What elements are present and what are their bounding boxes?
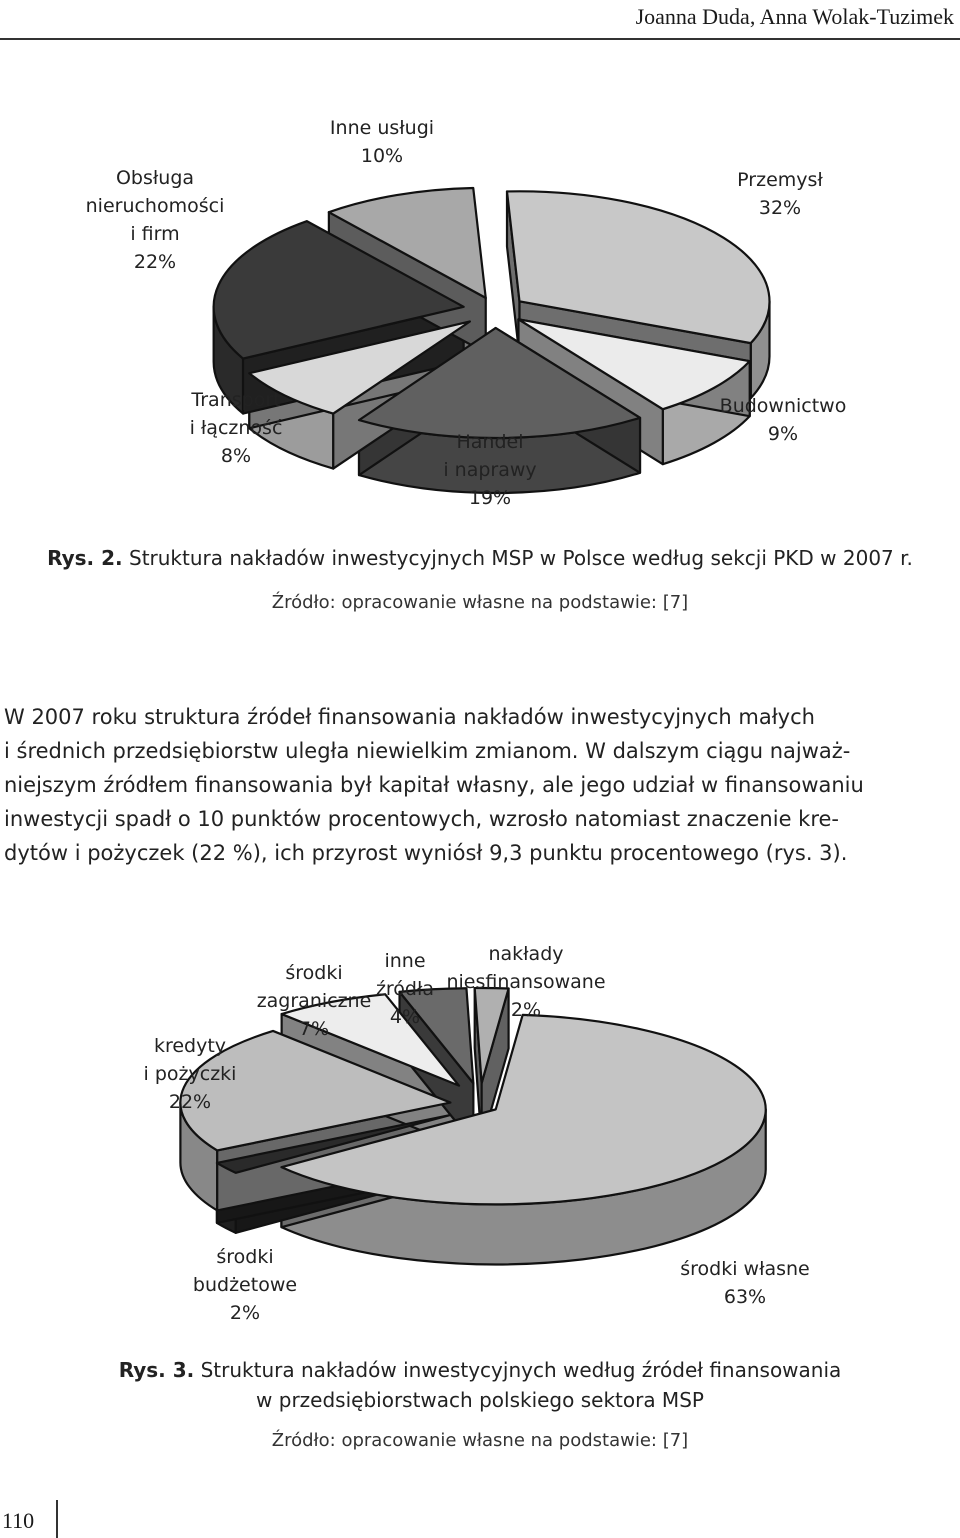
label-srodki-wlasne: środki własne 63% <box>680 1258 810 1308</box>
figure3-caption-line2: w przedsiębiorstwach polskiego sektora MSP <box>256 1388 704 1412</box>
label-kredyty-pozyczki: kredyty i pożyczki 22% <box>143 1035 237 1113</box>
paragraph-line: W 2007 roku struktura źródeł finansowania nakładów inwestycyjnych małych <box>4 705 815 729</box>
pie-chart-pkd-sections <box>0 100 960 520</box>
label-transport: Transport i łączność 8% <box>189 389 283 467</box>
figure3-source: Źródło: opracowanie własne na podstawie: [7] <box>271 1430 689 1451</box>
footer-rule <box>56 1500 58 1538</box>
paragraph-line: inwestycji spadł o 10 punktów procentowych, wzrosło natomiast znaczenie kre- <box>4 807 840 831</box>
figure2-caption-label: Rys. 2. <box>47 546 123 570</box>
paragraph-line: dytów i pożyczek (22 %), ich przyrost wyniósł 9,3 punktu procentowego (rys. 3). <box>4 841 848 865</box>
paragraph-line: niejszym źródłem finansowania był kapitał własny, ale jego udział w finansowaniu <box>4 773 864 797</box>
body-paragraph <box>4 700 952 870</box>
label-przemysl: Przemysł 32% <box>737 169 823 219</box>
running-head-authors: Joanna Duda, Anna Wolak-Tuzimek <box>635 4 954 29</box>
figure3-caption-label: Rys. 3. <box>118 1358 195 1382</box>
figure2-source: Źródło: opracowanie własne na podstawie: [7] <box>271 592 689 613</box>
pie-chart-financing-sources <box>0 930 960 1350</box>
label-obsluga: Obsługa nieruchomości i firm 22% <box>85 167 225 273</box>
figure3-caption-line1: Struktura nakładów inwestycyjnych według źródeł finansowania <box>200 1358 842 1382</box>
figure2-caption <box>0 546 960 570</box>
label-inne-uslugi: Inne usługi 10% <box>329 117 435 167</box>
label-handel: Handel i naprawy 19% <box>443 431 537 509</box>
label-inne-zrodla: inne źródła 4% <box>375 950 435 1028</box>
label-srodki-budzetowe: środki budżetowe 2% <box>192 1246 298 1324</box>
figure3-caption <box>60 1355 900 1415</box>
label-budownictwo: Budownictwo 9% <box>719 395 847 445</box>
page-number: 110 <box>2 1508 35 1533</box>
header-rule <box>0 38 960 40</box>
label-srodki-zagraniczne: środki zagraniczne 7% <box>256 962 372 1040</box>
figure2-caption-text: Struktura nakładów inwestycyjnych MSP w Polsce według sekcji PKD w 2007 r. <box>129 546 913 570</box>
paragraph-line: i średnich przedsiębiorstw uległa niewielkim zmianom. W dalszym ciągu najważ- <box>4 739 851 763</box>
label-naklady-niesfinansowane: nakłady niesfinansowane 2% <box>446 943 606 1021</box>
